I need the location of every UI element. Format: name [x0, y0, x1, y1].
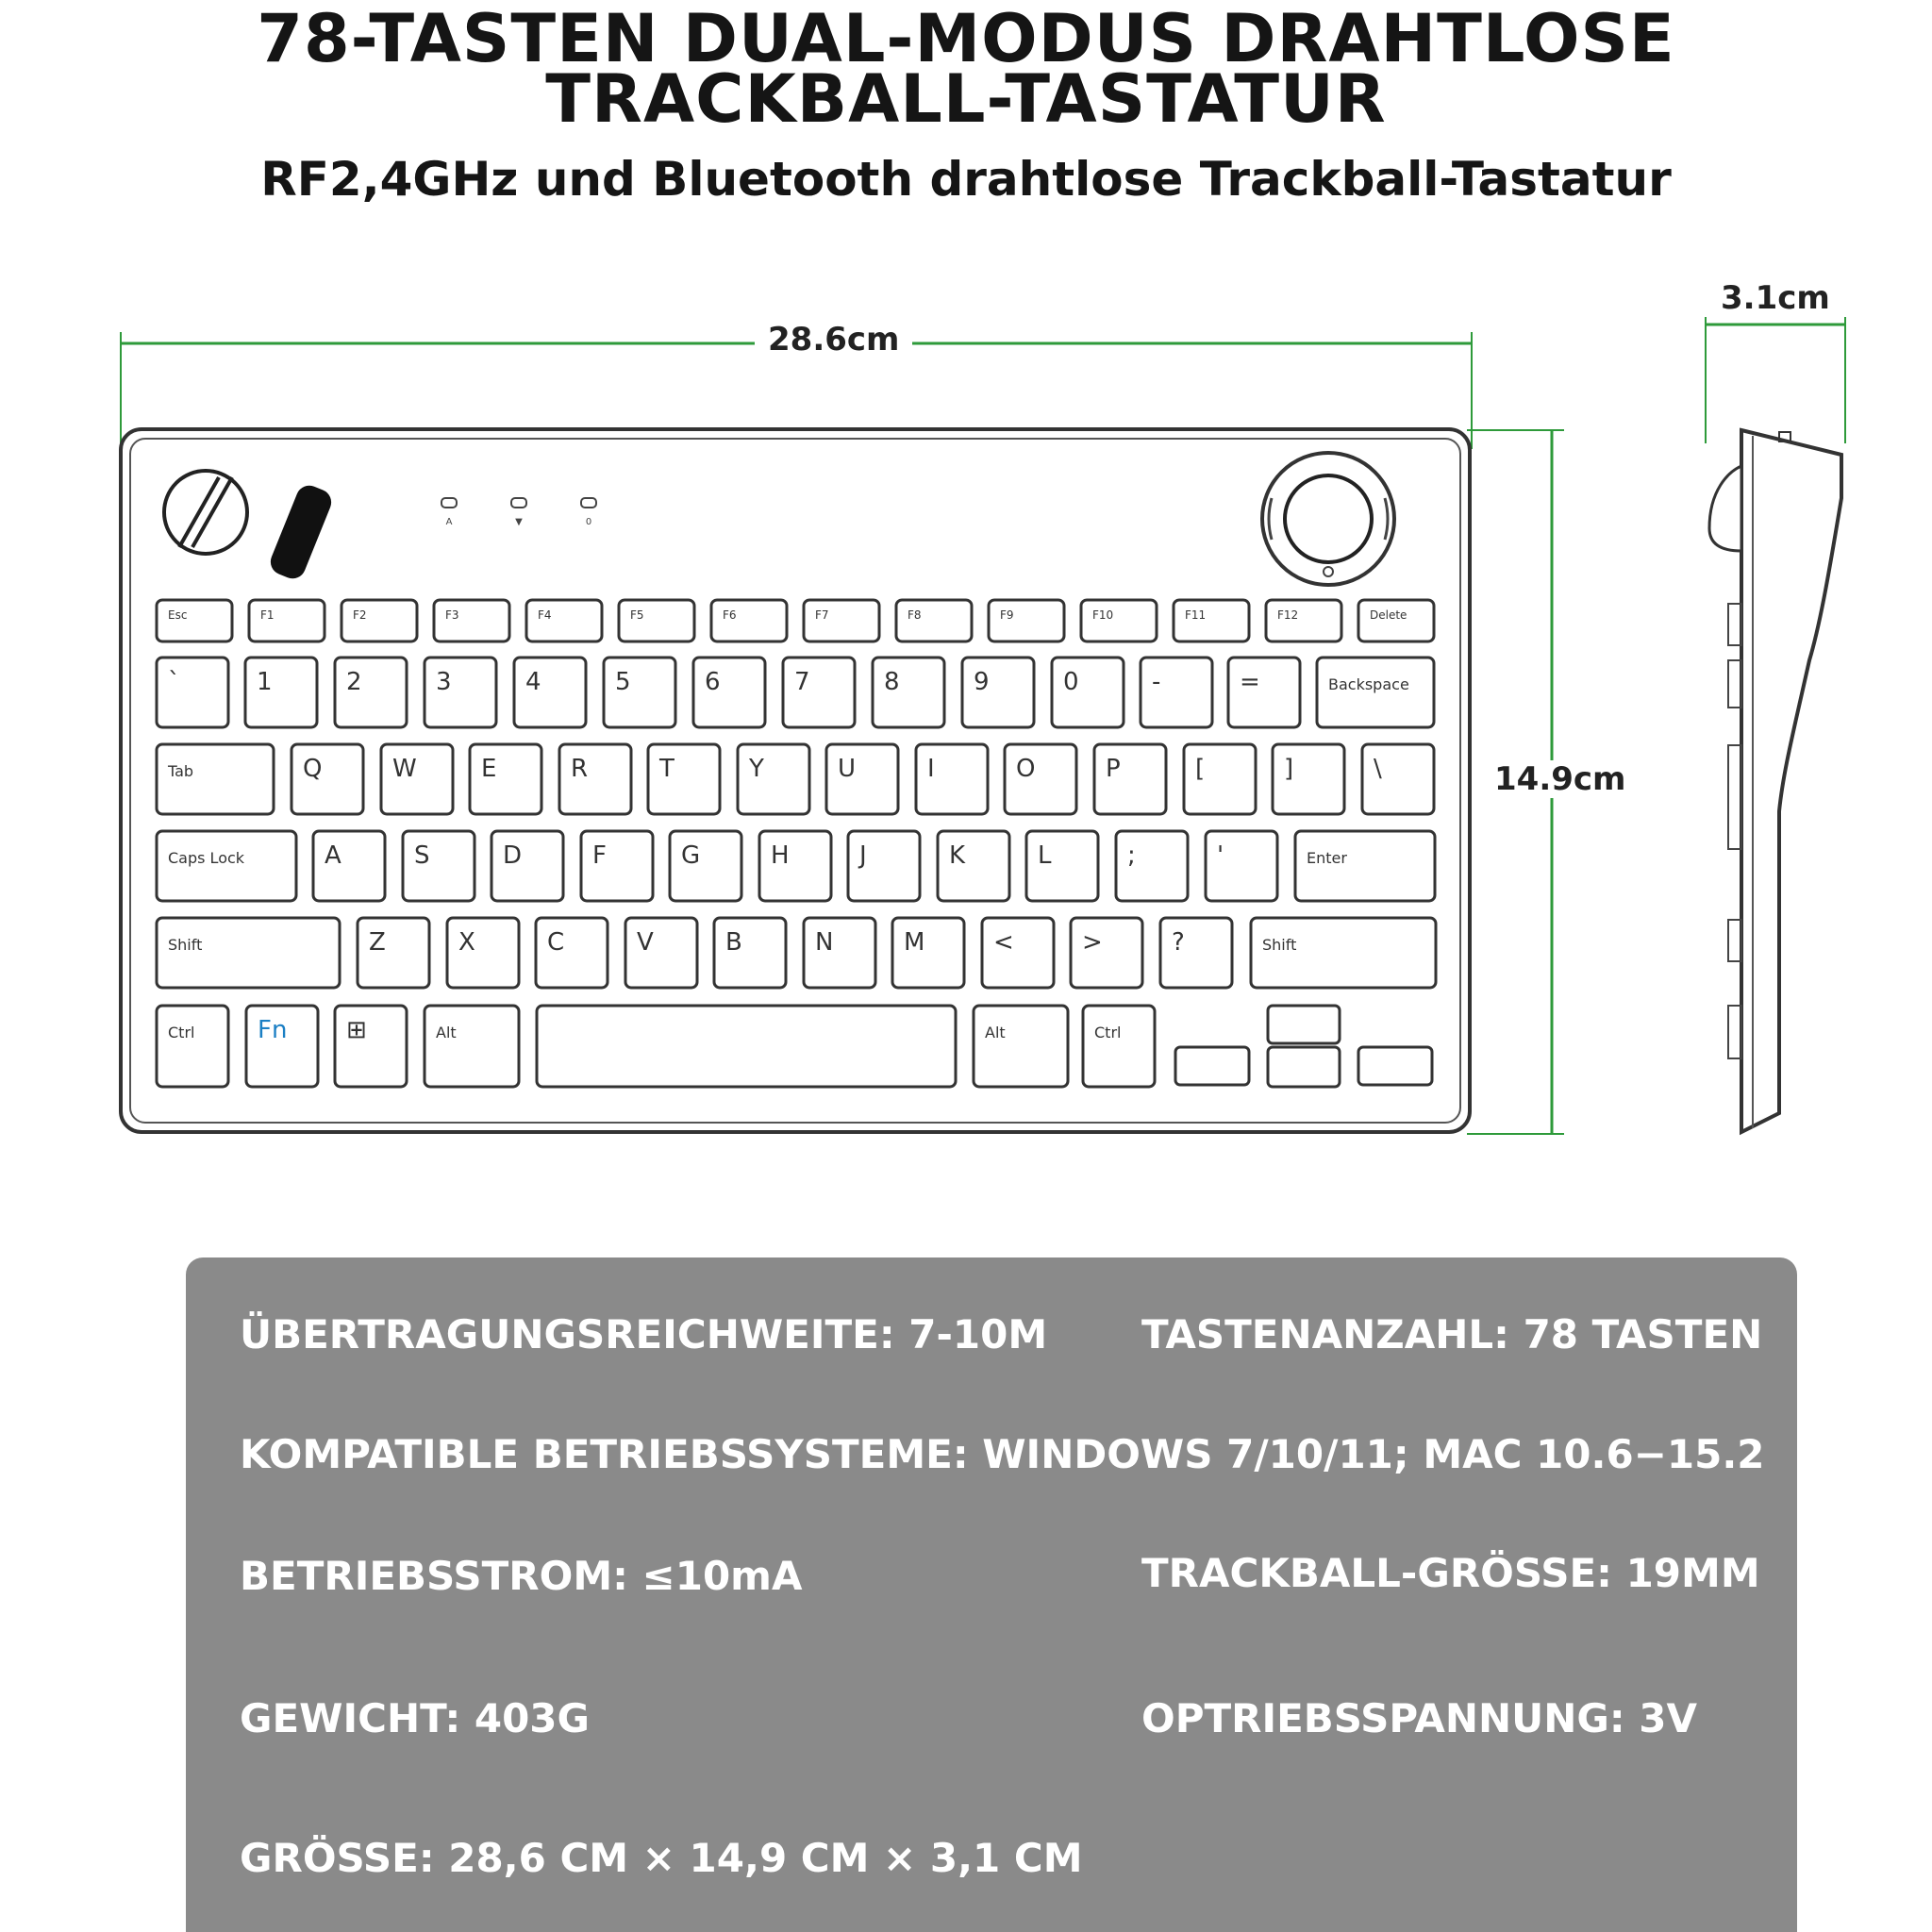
- title-line-1: 78-TASTEN DUAL-MODUS DRAHTLOSE: [257, 0, 1675, 77]
- key-label: F9: [1000, 608, 1014, 622]
- key-label: F7: [815, 608, 829, 622]
- key-label: F3: [445, 608, 459, 622]
- key-label: W: [392, 755, 417, 783]
- key-label: S: [414, 841, 430, 870]
- key-label: Y: [749, 755, 764, 783]
- key-label: 3: [436, 668, 452, 696]
- key-space: [537, 1006, 956, 1087]
- key-label: Fn: [258, 1016, 288, 1044]
- key-label: F5: [630, 608, 644, 622]
- key-label: Backspace: [1328, 675, 1409, 693]
- key-label: 1: [257, 668, 273, 696]
- arrow-left-key: [1175, 1047, 1249, 1085]
- spec-voltage: OPTRIEBSSPANNUNG: 3V: [1141, 1695, 1698, 1741]
- key-label: Shift: [1262, 936, 1297, 954]
- spec-range: ÜBERTRAGUNGSREICHWEITE: 7-10M: [240, 1311, 1048, 1357]
- key-label: Delete: [1370, 608, 1407, 622]
- key-label: U: [838, 755, 857, 783]
- key-label: F: [592, 841, 607, 870]
- arrow-up-key: [1268, 1006, 1340, 1043]
- key-label: Caps Lock: [168, 849, 245, 867]
- arrow-right-key: [1358, 1047, 1432, 1085]
- key-label: Ctrl: [1094, 1024, 1122, 1041]
- specs-panel: [186, 1257, 1797, 1932]
- key-label: F4: [538, 608, 552, 622]
- key-label: Esc: [168, 608, 188, 622]
- key-label: F1: [260, 608, 275, 622]
- key-label: I: [927, 755, 935, 783]
- key-label: P: [1106, 755, 1121, 783]
- height-label: 14.9cm: [1481, 760, 1639, 798]
- key-label: E: [481, 755, 497, 783]
- spec-os: KOMPATIBLE BETRIEBSSYSTEME: WINDOWS 7/10/11; MAC 10.6−15.2: [240, 1431, 1765, 1477]
- spec-weight: GEWICHT: 403G: [240, 1695, 591, 1741]
- svg-text:0: 0: [585, 517, 592, 527]
- key-label: M: [904, 928, 925, 957]
- key-label: X: [458, 928, 475, 957]
- key-label: 6: [705, 668, 721, 696]
- key-label: ?: [1172, 928, 1185, 957]
- key-label: N: [815, 928, 834, 957]
- key-label: 0: [1063, 668, 1079, 696]
- spec-trackball: TRACKBALL-GRÖSSE: 19MM: [1141, 1550, 1760, 1596]
- key-label: 4: [525, 668, 541, 696]
- title-line-2: TRACKBALL-TASTATUR: [545, 60, 1387, 138]
- key-label: D: [503, 841, 523, 870]
- key-label: L: [1038, 841, 1052, 870]
- key-label: O: [1016, 755, 1036, 783]
- key-label: F6: [723, 608, 737, 622]
- key-label: Shift: [168, 936, 203, 954]
- key-label: F10: [1092, 608, 1114, 622]
- key-label: F12: [1277, 608, 1299, 622]
- spec-size: GRÖSSE: 28,6 CM × 14,9 CM × 3,1 CM: [240, 1835, 1083, 1881]
- svg-text:▼: ▼: [515, 517, 523, 527]
- key-label: F2: [353, 608, 367, 622]
- key-label: H: [771, 841, 790, 870]
- key-label: K: [949, 841, 966, 870]
- key-label: J: [859, 841, 867, 870]
- power-switch-icon: [164, 471, 247, 554]
- depth-label: 3.1cm: [1707, 279, 1843, 317]
- trackball-icon: [1262, 453, 1394, 585]
- key-label: 9: [974, 668, 990, 696]
- key-label: C: [547, 928, 565, 957]
- key-label: V: [637, 928, 654, 957]
- key-label: `: [168, 668, 180, 696]
- key-label: <: [993, 928, 1014, 957]
- arrow-down-key: [1268, 1047, 1340, 1087]
- key-label: ]: [1284, 755, 1294, 783]
- key-label: Z: [369, 928, 386, 957]
- key-alt: [425, 1006, 519, 1087]
- side-profile-view: [1709, 430, 1841, 1132]
- width-label: 28.6cm: [755, 321, 912, 358]
- key-label: F8: [908, 608, 922, 622]
- key-label: B: [725, 928, 742, 957]
- key-label: T: [659, 755, 675, 783]
- key-label: Tab: [168, 762, 194, 780]
- key-label: 8: [884, 668, 900, 696]
- key-label: Ctrl: [168, 1024, 195, 1041]
- key-label: Alt: [436, 1024, 457, 1041]
- spec-keys: TASTENANZAHL: 78 TASTEN: [1141, 1311, 1763, 1357]
- key-label: F11: [1185, 608, 1207, 622]
- spec-current: BETRIEBSSTROM: ≤10mA: [240, 1553, 803, 1599]
- key-label: ⊞: [346, 1016, 367, 1044]
- key-label: Alt: [985, 1024, 1006, 1041]
- key-label: 2: [346, 668, 362, 696]
- key-ctrl: [157, 1006, 228, 1087]
- key-label: R: [571, 755, 589, 783]
- key-alt: [974, 1006, 1068, 1087]
- key-label: Q: [303, 755, 323, 783]
- key-label: -: [1152, 668, 1161, 696]
- key-label: A: [325, 841, 341, 870]
- key-label: 5: [615, 668, 631, 696]
- key-label: ': [1217, 841, 1224, 870]
- key-label: [: [1195, 755, 1206, 783]
- key-label: \: [1374, 755, 1382, 783]
- key-label: 7: [794, 668, 810, 696]
- key-ctrl: [1083, 1006, 1155, 1087]
- subtitle: RF2,4GHz und Bluetooth drahtlose Trackball-Tastatur: [260, 152, 1672, 207]
- key-label: ;: [1127, 841, 1136, 870]
- key-label: >: [1082, 928, 1103, 957]
- key-label: G: [681, 841, 701, 870]
- key-label: Enter: [1307, 849, 1347, 867]
- svg-text:A: A: [445, 517, 453, 527]
- key-label: =: [1240, 668, 1260, 696]
